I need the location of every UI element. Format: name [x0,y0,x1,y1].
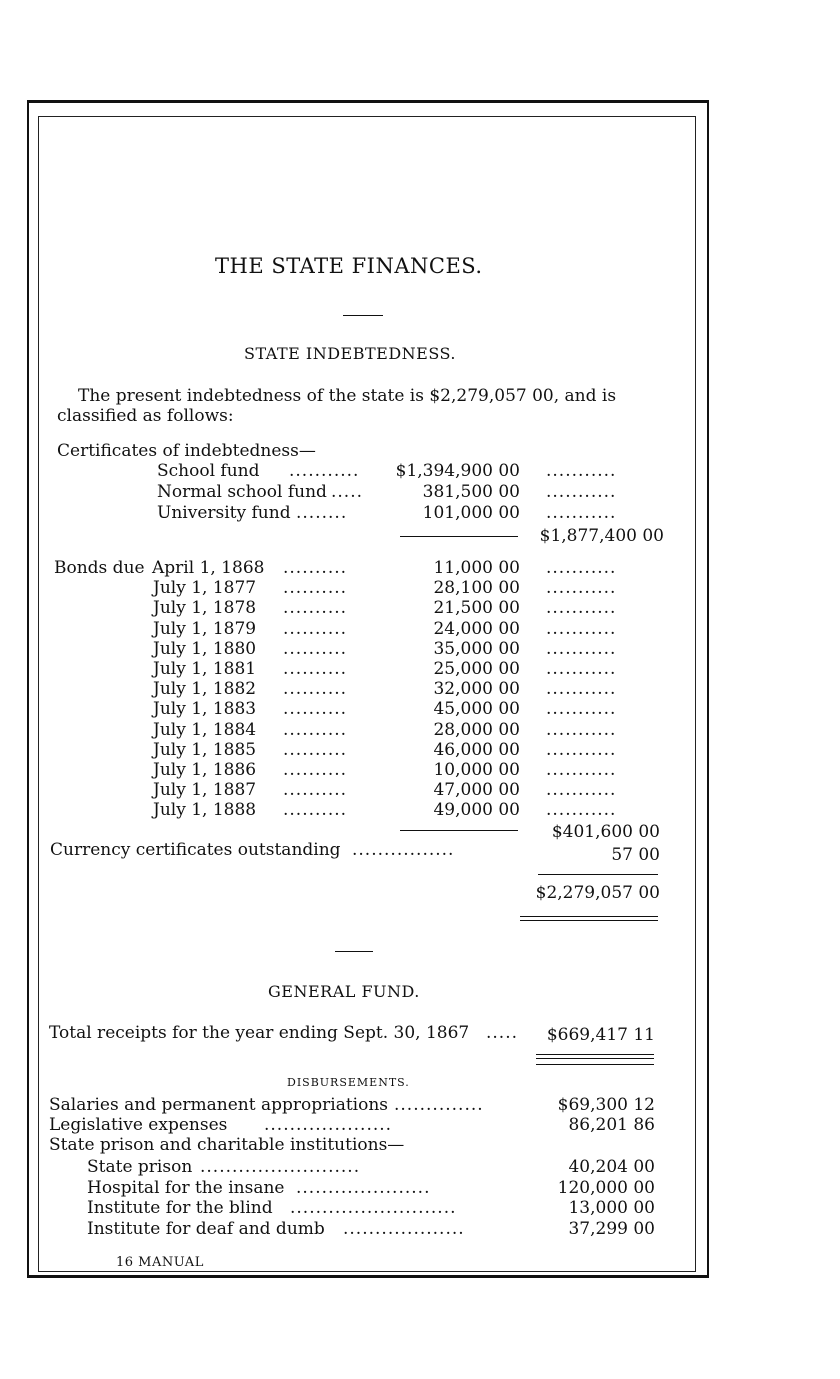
section-divider [335,951,373,952]
bond-row-amount: 46,000 00 [433,739,520,760]
page-footer: 16 MANUAL [116,1255,204,1270]
institution-row-amount: 37,299 00 [568,1218,655,1239]
section-heading-indebtedness: STATE INDEBTEDNESS. [244,344,456,363]
currency-certificates-amount: 57 00 [611,845,660,865]
bond-row-leader-dots: .......... [283,760,348,780]
certificate-row-leader-dots: ........... [289,461,360,481]
institution-row-label: Institute for the blind [87,1198,273,1218]
institution-row-label: Institute for deaf and dumb [87,1218,325,1239]
bond-row-leader-dots: .......... [283,659,348,679]
grand-total-rule [538,874,658,875]
bond-row-column-dots: ........... [546,618,617,639]
certificate-row-label: School fund [157,461,260,481]
disbursement-row-amount: 86,201 86 [568,1115,655,1135]
institution-row-label: Hospital for the insane [87,1177,285,1198]
institution-row-amount: 13,000 00 [568,1198,655,1218]
bond-row-column-dots: ........... [546,638,617,659]
certificate-row-column-dots: ........... [546,461,617,481]
bond-row-label: July 1, 1882 [153,679,257,700]
bond-row-label: July 1, 1877 [153,578,257,599]
institution-row-leader-dots: .......................... [290,1198,457,1218]
currency-leader-dots: ................ [352,840,455,860]
certificate-row-column-dots: ........... [546,503,617,523]
bond-row-label: April 1, 1868 [152,558,265,578]
certificate-row-column-dots: ........... [546,482,617,502]
bond-row-leader-dots: .......... [283,598,348,619]
institution-row-amount: 120,000 00 [557,1177,655,1198]
title-divider [343,315,383,316]
bond-row-amount: 21,500 00 [433,598,520,619]
disbursements-heading: DISBURSEMENTS. [287,1076,410,1089]
bond-row-leader-dots: .......... [283,618,348,639]
institution-row-leader-dots: ................... [343,1218,465,1239]
institution-row-leader-dots: ..................... [296,1177,431,1198]
bond-row-leader-dots: .......... [283,679,348,700]
bond-row-label: July 1, 1879 [153,618,257,639]
section-heading-general-fund: GENERAL FUND. [268,982,420,1001]
bond-row-column-dots: ........... [546,598,617,619]
disbursement-row-label: Salaries and permanent appropriations [49,1095,389,1115]
bond-row-amount: 11,000 00 [433,558,520,578]
receipts-lower-rule [536,1064,654,1065]
bond-row-amount: 25,000 00 [433,659,520,679]
certificate-row-label: Normal school fund [157,482,327,502]
grand-total-double-rule [520,916,658,921]
receipts-leader-dots: ..... [486,1023,519,1043]
disbursement-row-label: Legislative expenses [49,1115,228,1135]
disbursement-row-amount: $69,300 12 [557,1095,655,1115]
currency-certificates-label: Currency certificates outstanding [50,840,341,860]
institution-row-amount: 40,204 00 [568,1157,655,1177]
bond-row-leader-dots: .......... [283,719,348,740]
bond-row-amount: 24,000 00 [433,618,520,639]
bond-row-label: July 1, 1881 [153,659,257,679]
certificate-row-leader-dots: ..... [331,482,364,502]
prison-institutions-label: State prison and charitable institutions— [49,1135,405,1155]
institution-row-leader-dots: ......................... [200,1157,361,1177]
bond-row-amount: 32,000 00 [433,679,520,700]
certificate-row-leader-dots: ........ [296,503,348,523]
bond-row-column-dots: ........... [546,800,617,821]
bond-row-amount: 47,000 00 [433,780,520,801]
bond-row-column-dots: ........... [546,699,617,720]
disbursement-row-leader-dots: .............. [394,1095,484,1115]
bond-row-amount: 28,000 00 [433,719,520,740]
certificate-row-label: University fund [157,503,291,523]
bond-row-leader-dots: .......... [283,558,348,578]
bond-row-amount: 35,000 00 [433,638,520,659]
bond-row-label: July 1, 1880 [153,638,257,659]
bond-row-amount: 49,000 00 [433,800,520,821]
bond-row-amount: 10,000 00 [433,760,520,780]
bond-row-label: July 1, 1887 [153,780,257,801]
bonds-prefix: Bonds due [54,558,145,578]
bond-row-column-dots: ........... [546,679,617,700]
certificate-row-amount: 381,500 00 [422,482,520,502]
grand-total: $2,279,057 00 [535,883,660,903]
certificate-row-amount: 101,000 00 [422,503,520,523]
bond-row-column-dots: ........... [546,659,617,679]
certificate-row-amount: $1,394,900 00 [395,461,520,481]
bond-row-amount: 45,000 00 [433,699,520,720]
bond-row-column-dots: ........... [546,578,617,599]
certificates-total: $1,877,400 00 [539,526,664,546]
bond-row-column-dots: ........... [546,760,617,780]
bond-row-column-dots: ........... [546,719,617,740]
receipts-amount: $669,417 11 [546,1025,655,1045]
intro-line-2: classified as follows: [57,406,234,426]
bond-row-label: July 1, 1883 [153,699,257,720]
bond-row-leader-dots: .......... [283,699,348,720]
receipts-label: Total receipts for the year ending Sept. 30, 1867 [49,1023,470,1043]
certificates-label: Certificates of indebtedness— [57,441,316,461]
bonds-subtotal-rule [400,830,518,831]
disbursement-row-leader-dots: .................... [264,1115,393,1135]
bond-row-leader-dots: .......... [283,800,348,821]
bond-row-leader-dots: .......... [283,638,348,659]
bond-row-leader-dots: .......... [283,578,348,599]
bond-row-label: July 1, 1884 [153,719,257,740]
bond-row-leader-dots: .......... [283,739,348,760]
institution-row-label: State prison [87,1157,193,1177]
page-title: THE STATE FINANCES. [215,254,483,278]
bond-row-label: July 1, 1878 [153,598,257,619]
bond-row-amount: 28,100 00 [433,578,520,599]
certificates-subtotal-rule [400,536,518,537]
bond-row-label: July 1, 1886 [153,760,257,780]
bond-row-column-dots: ........... [546,558,617,578]
bond-row-leader-dots: .......... [283,780,348,801]
intro-line-1: The present indebtedness of the state is $2,279,057 00, and is [78,386,617,406]
receipts-double-rule [536,1054,654,1059]
bond-row-column-dots: ........... [546,780,617,801]
bond-row-label: July 1, 1888 [153,800,257,821]
bond-row-column-dots: ........... [546,739,617,760]
bonds-total: $401,600 00 [551,822,660,842]
bond-row-label: July 1, 1885 [153,739,257,760]
